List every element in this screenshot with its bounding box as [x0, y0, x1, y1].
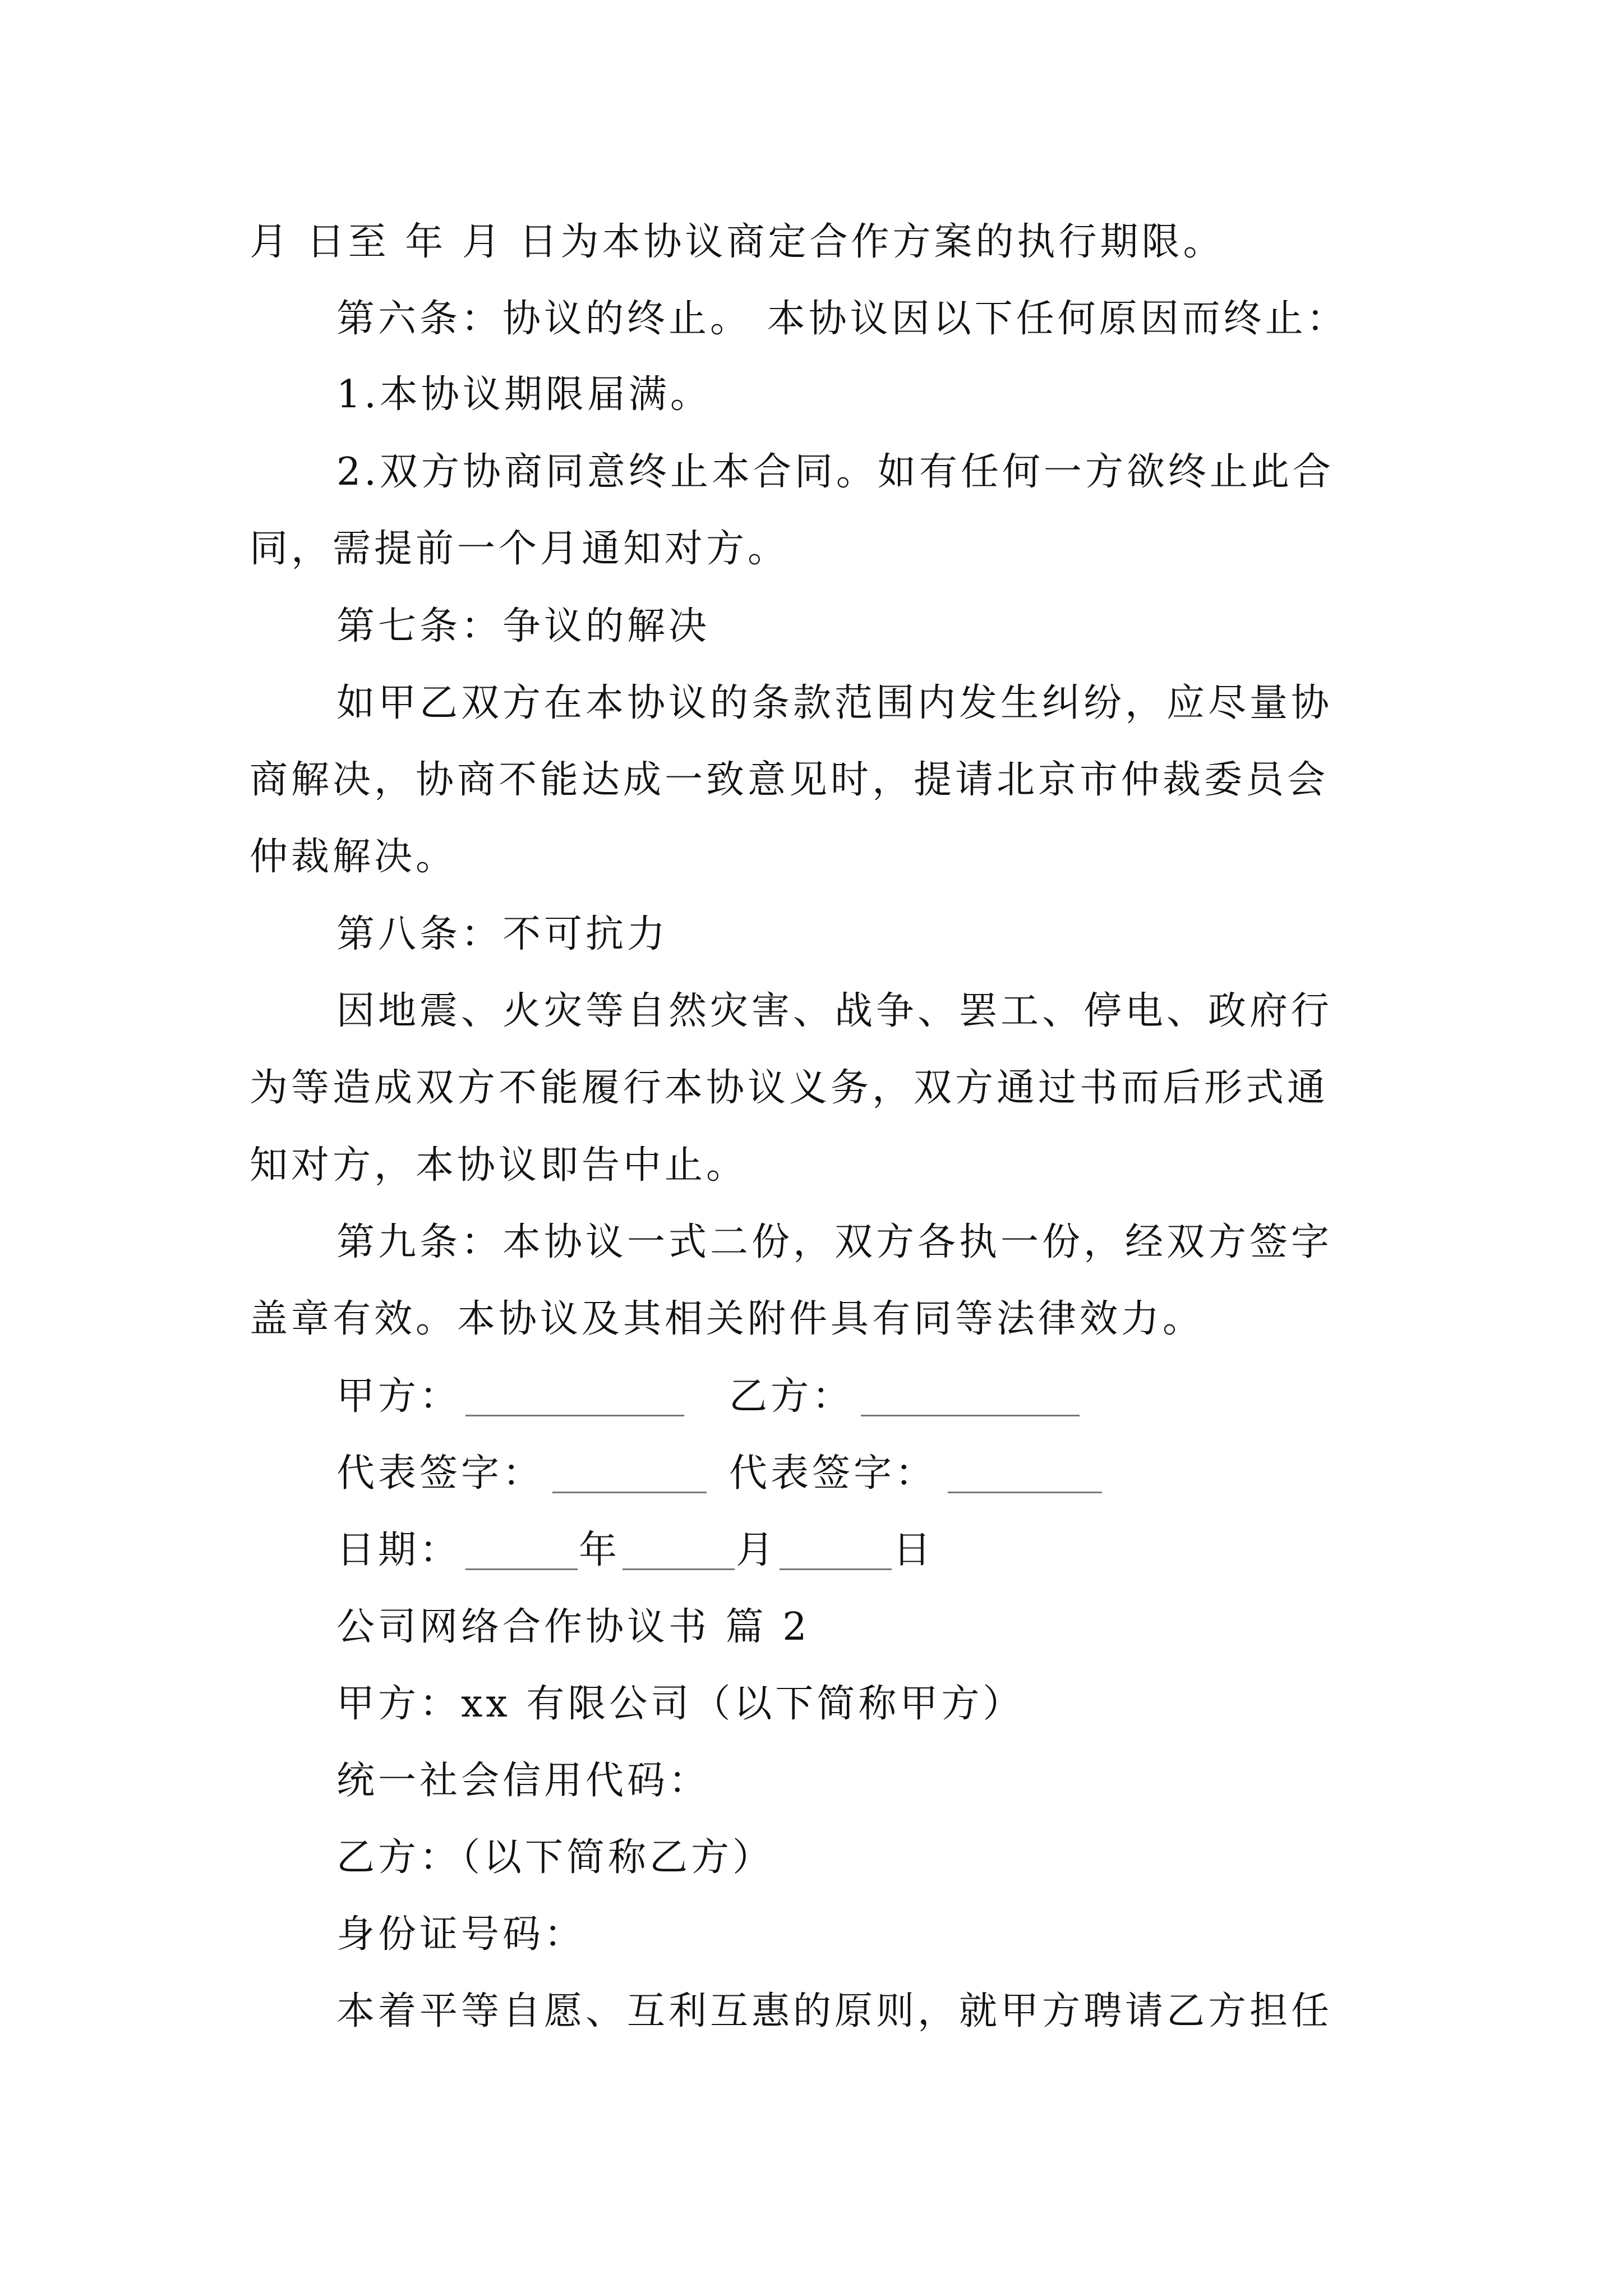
month-blank[interactable]	[623, 1568, 735, 1570]
clause-6-heading: 第六条：协议的终止。 本协议因以下任何原因而终止：	[336, 297, 1348, 341]
clause-9-line-2: 盖章有效。本协议及其相关附件具有同等法律效力。	[250, 1297, 1205, 1341]
rep-b-label: 代表签字：	[729, 1451, 937, 1496]
agreement-2-preamble: 本着平等自愿、互利互惠的原则，就甲方聘请乙方担任	[336, 1989, 1333, 2033]
year-blank[interactable]	[465, 1568, 578, 1570]
text-line-execution-period: 月 日至 年 月 日为本协议商定合作方案的执行期限。	[250, 220, 1225, 264]
clause-7-body-line-2: 商解决，协商不能达成一致意见时，提请北京市仲裁委员会	[250, 758, 1329, 802]
party-a-blank[interactable]	[465, 1415, 684, 1416]
clause-6-item-2-cont: 同，需提前一个月通知对方。	[250, 527, 790, 571]
day-blank[interactable]	[780, 1568, 892, 1570]
rep-a-label: 代表签字：	[336, 1451, 545, 1496]
clause-8-heading: 第八条：不可抗力	[336, 912, 669, 956]
year-label: 年	[579, 1528, 621, 1572]
clause-8-body-line-2: 为等造成双方不能履行本协议义务，双方通过书而后形式通	[250, 1066, 1329, 1110]
clause-7-body-line-3: 仲裁解决。	[250, 835, 458, 879]
clause-6-item-2: 2.双方协商同意终止本合同。如有任何一方欲终止此合	[336, 450, 1334, 494]
clause-9-line-1: 第九条：本协议一式二份，双方各执一份，经双方签字	[336, 1220, 1333, 1264]
agreement-2-party-b: 乙方：（以下简称乙方）	[336, 1835, 774, 1880]
agreement-2-title: 公司网络合作协议书 篇 2	[336, 1605, 810, 1649]
agreement-2-id-number: 身份证号码：	[336, 1912, 586, 1957]
party-b-label: 乙方：	[729, 1374, 854, 1419]
date-label: 日期：	[336, 1528, 462, 1572]
agreement-2-credit-code: 统一社会信用代码：	[336, 1759, 711, 1803]
rep-b-blank[interactable]	[948, 1492, 1102, 1493]
clause-7-body-line-1: 如甲乙双方在本协议的条款范围内发生纠纷，应尽量协	[336, 681, 1333, 725]
day-label: 日	[893, 1528, 935, 1572]
clause-8-body-line-3: 知对方，本协议即告中止。	[250, 1143, 748, 1188]
agreement-2-party-a: 甲方：xx 有限公司（以下简称甲方）	[336, 1682, 1025, 1726]
party-b-blank[interactable]	[861, 1415, 1080, 1416]
clause-6-item-1: 1.本协议期限届满。	[336, 372, 712, 417]
clause-7-heading: 第七条：争议的解决	[336, 604, 711, 648]
party-a-label: 甲方：	[336, 1374, 462, 1419]
month-label: 月	[736, 1528, 778, 1572]
clause-8-body-line-1: 因地震、火灾等自然灾害、战争、罢工、停电、政府行	[336, 989, 1333, 1033]
rep-a-blank[interactable]	[552, 1492, 707, 1493]
